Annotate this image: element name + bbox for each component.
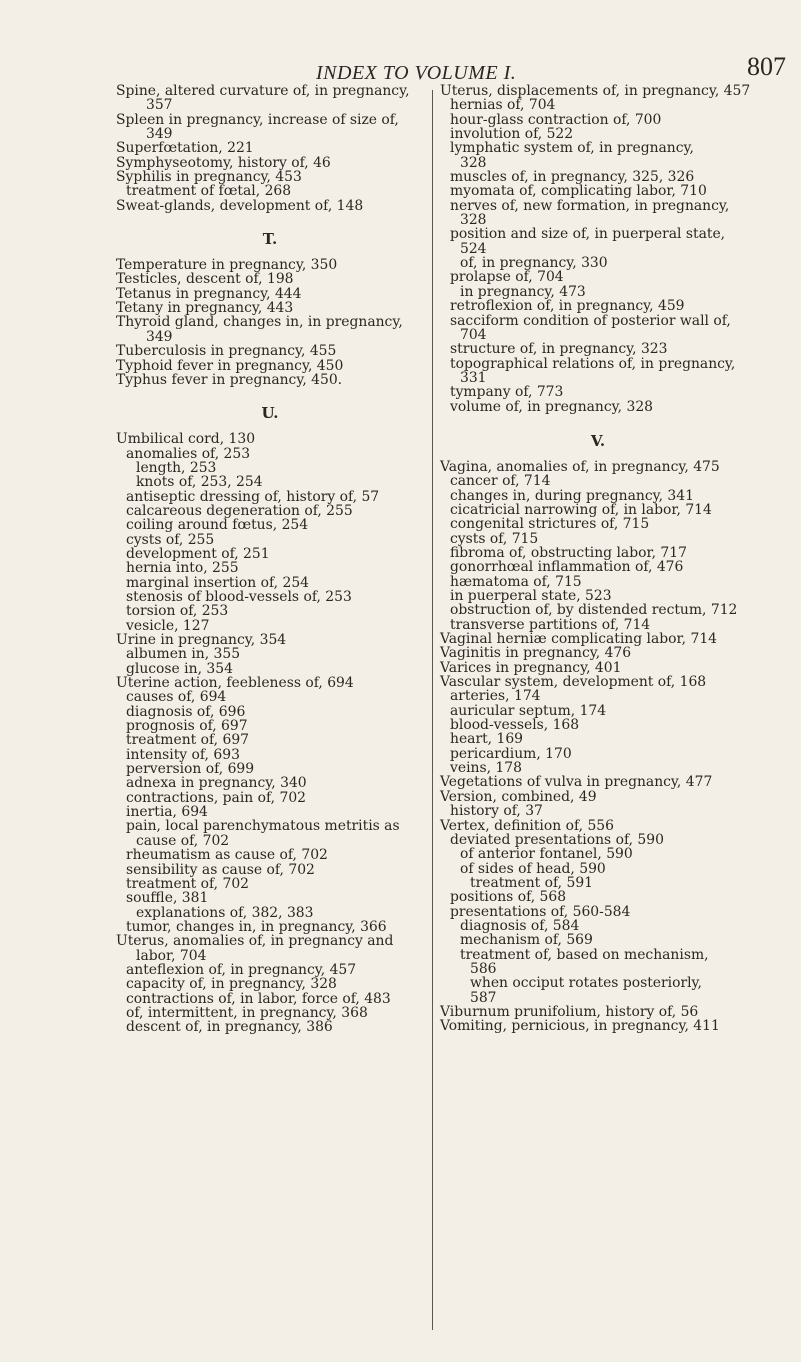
- index-entry: Vagina, anomalies of, in pregnancy, 475: [440, 458, 720, 475]
- index-subentry: sacciform condition of posterior wall of,: [450, 312, 731, 329]
- index-subentry: 524: [460, 240, 487, 257]
- index-subentry: capacity of, in pregnancy, 328: [126, 976, 337, 993]
- index-subentry: treatment of, 702: [126, 875, 249, 892]
- index-subentry: glucose in, 354: [126, 660, 233, 677]
- index-subentry: knots of, 253, 254: [136, 474, 263, 491]
- index-subentry: retroflexion of, in pregnancy, 459: [450, 298, 685, 315]
- index-subentry: antiseptic dressing of, history of, 57: [126, 488, 380, 505]
- index-subentry: albumen in, 355: [126, 646, 241, 663]
- index-subentry: nerves of, new formation, in pregnancy,: [450, 197, 730, 214]
- index-subentry: congenital strictures of, 715: [450, 516, 650, 533]
- index-subentry: calcareous degeneration of, 255: [126, 502, 353, 519]
- index-entry: Vascular system, development of, 168: [440, 674, 707, 691]
- index-entry: Vomiting, pernicious, in pregnancy, 411: [440, 1018, 720, 1035]
- index-subentry: treatment of fœtal, 268: [126, 183, 292, 200]
- index-subentry: in puerperal state, 523: [450, 588, 612, 604]
- index-subentry: cause of, 702: [136, 832, 230, 849]
- index-subentry: inertia, 694: [126, 804, 208, 821]
- index-subentry: diagnosis of, 584: [460, 917, 580, 934]
- index-entry: Tetany in pregnancy, 443: [116, 300, 294, 317]
- index-subentry: tumor, changes in, in pregnancy, 366: [126, 918, 387, 935]
- index-subentry: when occiput rotates posteriorly,: [470, 975, 702, 992]
- index-column-left: [116, 84, 424, 1035]
- index-entry: Superfœtation, 221: [116, 140, 254, 157]
- index-subentry: anteflexion of, in pregnancy, 457: [126, 961, 357, 978]
- index-subentry: of anterior fontanel, 590: [460, 846, 633, 863]
- index-subentry: fibroma of, obstructing labor, 717: [450, 544, 687, 561]
- index-subentry: explanations of, 382, 383: [136, 904, 314, 921]
- index-subentry: obstruction of, by distended rectum, 712: [450, 602, 738, 619]
- index-entry: Symphyseotomy, history of, 46: [116, 154, 331, 171]
- index-subentry: changes in, during pregnancy, 341: [450, 487, 694, 504]
- index-subentry: cysts of, 255: [126, 531, 215, 548]
- index-subentry: contractions, pain of, 702: [126, 789, 306, 806]
- index-subentry: treatment of, 697: [126, 732, 249, 749]
- section-letter-heading: U.: [261, 404, 279, 423]
- index-subentry: of sides of head, 590: [460, 860, 606, 877]
- index-entry: Tetanus in pregnancy, 444: [116, 285, 302, 302]
- index-subentry: 349: [146, 328, 173, 345]
- index-subentry: structure of, in pregnancy, 323: [450, 341, 668, 358]
- index-subentry: 349: [146, 126, 173, 143]
- index-entry: Spine, altered curvature of, in pregnancy,: [116, 83, 410, 99]
- index-subentry: contractions of, in labor, force of, 483: [126, 990, 391, 1007]
- index-subentry: hæmatoma of, 715: [450, 573, 582, 590]
- index-entry: Umbilical cord, 130: [116, 431, 256, 448]
- index-entry: Tuberculosis in pregnancy, 455: [116, 343, 337, 360]
- index-subentry: positions of, 568: [450, 889, 567, 906]
- index-subentry: perversion of, 699: [126, 761, 255, 778]
- index-subentry: blood-vessels, 168: [450, 717, 580, 734]
- index-subentry: involution of, 522: [450, 126, 574, 143]
- index-subentry: auricular septum, 174: [450, 702, 607, 719]
- index-entry: Urine in pregnancy, 354: [116, 632, 287, 648]
- index-subentry: marginal insertion of, 254: [126, 574, 309, 591]
- index-subentry: volume of, in pregnancy, 328: [450, 398, 653, 415]
- section-letter-heading: T.: [262, 230, 278, 249]
- index-subentry: muscles of, in pregnancy, 325, 326: [450, 169, 695, 186]
- index-subentry: of, intermittent, in pregnancy, 368: [126, 1004, 368, 1021]
- index-subentry: deviated presentations of, 590: [450, 831, 664, 848]
- index-subentry: sensibility as cause of, 702: [126, 861, 315, 878]
- index-subentry: 328: [460, 154, 487, 171]
- index-subentry: 586: [470, 960, 497, 977]
- index-subentry: presentations of, 560-584: [450, 903, 631, 920]
- index-subentry: heart, 169: [450, 731, 524, 748]
- index-subentry: hour-glass contraction of, 700: [450, 111, 662, 128]
- index-subentry: arteries, 174: [450, 688, 541, 705]
- index-subentry: rheumatism as cause of, 702: [126, 847, 328, 864]
- index-subentry: 328: [460, 212, 487, 229]
- index-entry: Viburnum prunifolium, history of, 56: [440, 1003, 699, 1020]
- index-subentry: adnexa in pregnancy, 340: [126, 775, 307, 792]
- index-subentry: topographical relations of, in pregnancy,: [450, 355, 736, 372]
- index-subentry: position and size of, in puerperal state,: [450, 226, 726, 243]
- index-entry: Version, combined, 49: [440, 788, 597, 805]
- index-subentry: in pregnancy, 473: [460, 283, 586, 300]
- index-subentry: transverse partitions of, 714: [450, 616, 651, 633]
- index-entry: Spleen in pregnancy, increase of size of,: [116, 111, 399, 128]
- index-subentry: pericardium, 170: [450, 745, 572, 762]
- index-subentry: coiling around fœtus, 254: [126, 517, 309, 534]
- index-entry: Uterus, displacements of, in pregnancy, 457: [440, 83, 751, 99]
- index-column-right: [440, 84, 756, 1034]
- index-entry: Vaginal herniæ complicating labor, 714: [440, 631, 717, 648]
- index-subentry: treatment of, 591: [470, 874, 593, 891]
- index-subentry: hernia into, 255: [126, 560, 239, 577]
- running-title: INDEX TO VOLUME I.: [316, 62, 517, 84]
- index-entry: Typhoid fever in pregnancy, 450: [116, 357, 344, 374]
- index-subentry: prognosis of, 697: [126, 718, 248, 735]
- index-subentry: torsion of, 253: [126, 603, 229, 620]
- index-entry: Uterine action, feebleness of, 694: [116, 675, 354, 692]
- index-subentry: vesicle, 127: [126, 617, 210, 634]
- index-subentry: 357: [146, 97, 173, 114]
- index-subentry: history of, 37: [450, 803, 543, 820]
- index-subentry: cancer of, 714: [450, 473, 551, 490]
- index-subentry: of, in pregnancy, 330: [460, 255, 608, 272]
- index-subentry: gonorrhœal inflammation of, 476: [450, 559, 684, 576]
- index-subentry: souffle, 381: [126, 890, 209, 907]
- index-entry: Testicles, descent of, 198: [116, 271, 294, 288]
- index-entry: Vertex, definition of, 556: [440, 817, 614, 834]
- index-subentry: lymphatic system of, in pregnancy,: [450, 140, 694, 157]
- index-subentry: cicatricial narrowing of, in labor, 714: [450, 501, 712, 518]
- index-subentry: descent of, in pregnancy, 386: [126, 1019, 333, 1036]
- index-subentry: treatment of, based on mechanism,: [460, 946, 709, 963]
- index-subentry: 331: [460, 369, 487, 386]
- index-subentry: anomalies of, 253: [126, 445, 251, 462]
- index-subentry: labor, 704: [136, 947, 207, 964]
- index-subentry: prolapse of, 704: [450, 269, 564, 286]
- index-subentry: causes of, 694: [126, 689, 227, 706]
- index-subentry: veins, 178: [450, 760, 522, 777]
- index-subentry: mechanism of, 569: [460, 932, 593, 949]
- page-number: 807: [747, 52, 786, 81]
- section-letter-heading: V.: [590, 431, 606, 450]
- index-subentry: stenosis of blood-vessels of, 253: [126, 588, 352, 605]
- index-entry: Sweat-glands, development of, 148: [116, 197, 364, 214]
- column-divider: [432, 90, 433, 1330]
- index-entry: Uterus, anomalies of, in pregnancy and: [116, 933, 394, 950]
- index-entry: Thyroid gland, changes in, in pregnancy,: [116, 314, 403, 331]
- page-header: [0, 46, 801, 86]
- index-subentry: myomata of, complicating labor, 710: [450, 183, 707, 200]
- index-subentry: 704: [460, 326, 487, 343]
- index-entry: Vaginitis in pregnancy, 476: [440, 645, 632, 662]
- index-subentry: length, 253: [136, 459, 217, 476]
- index-entry: Varices in pregnancy, 401: [440, 659, 622, 676]
- index-subentry: development of, 251: [126, 545, 270, 562]
- index-subentry: intensity of, 693: [126, 746, 240, 763]
- index-entry: Typhus fever in pregnancy, 450.: [116, 371, 343, 388]
- index-subentry: hernias of, 704: [450, 97, 556, 114]
- index-entry: Vegetations of vulva in pregnancy, 477: [440, 774, 713, 791]
- index-subentry: tympany of, 773: [450, 384, 564, 401]
- index-subentry: cysts of, 715: [450, 530, 539, 547]
- index-entry: Syphilis in pregnancy, 453: [116, 169, 302, 186]
- index-subentry: 587: [470, 989, 497, 1006]
- index-subentry: pain, local parenchymatous metritis as: [126, 818, 400, 835]
- index-entry: Temperature in pregnancy, 350: [116, 257, 338, 274]
- index-subentry: diagnosis of, 696: [126, 703, 246, 720]
